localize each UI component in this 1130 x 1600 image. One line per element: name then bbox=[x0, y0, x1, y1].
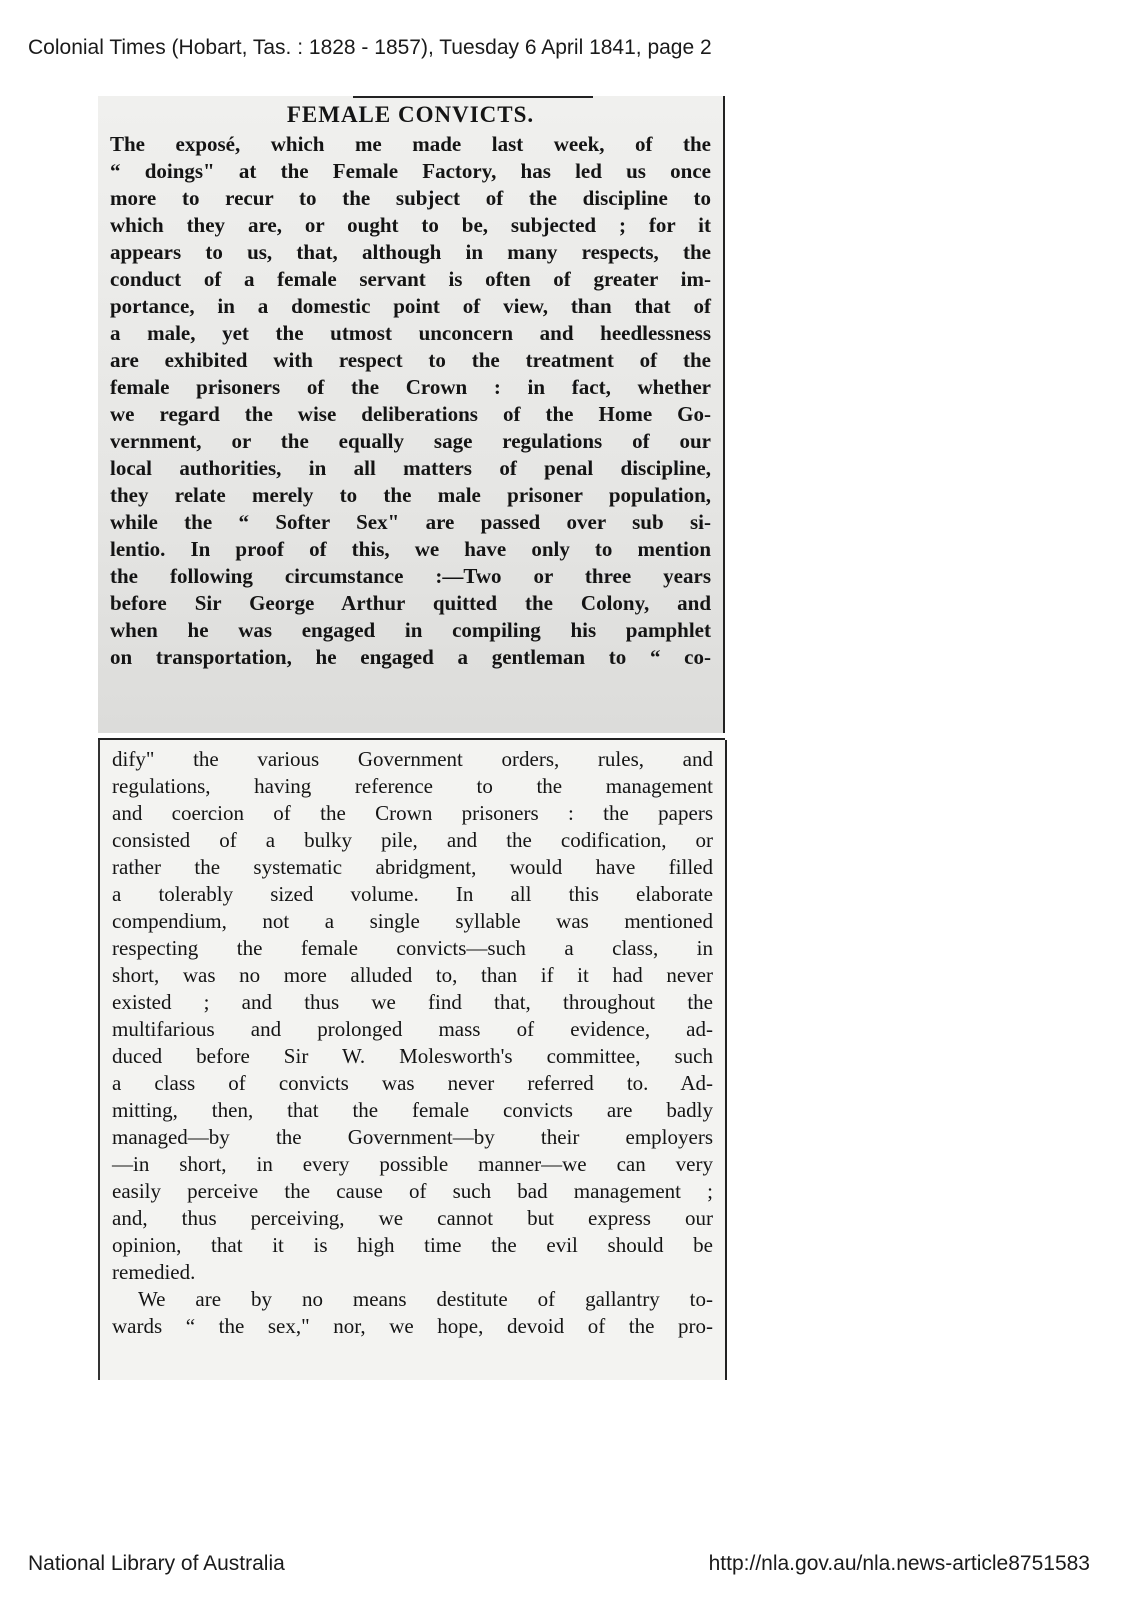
text-line: consisted of a bulky pile, and the codification, or bbox=[112, 828, 713, 852]
text-line: remedied. bbox=[112, 1260, 196, 1284]
text-line: they relate merely to the male prisoner population, bbox=[110, 483, 711, 507]
text-line: local authorities, in all matters of penal discipline, bbox=[110, 456, 711, 480]
title-rule bbox=[353, 96, 593, 98]
text-line: on transportation, he engaged a gentleman to “ co- bbox=[110, 645, 711, 669]
text-line: a tolerably sized volume. In all this elaborate bbox=[112, 882, 713, 906]
column1-text bbox=[110, 131, 711, 671]
text-line: short, was no more alluded to, than if it had never bbox=[112, 963, 713, 987]
text-line: conduct of a female servant is often of greater im- bbox=[110, 267, 711, 291]
text-line: regulations, having reference to the management bbox=[112, 774, 713, 798]
text-line: more to recur to the subject of the discipline to bbox=[110, 186, 711, 210]
text-line: opinion, that it is high time the evil should be bbox=[112, 1233, 713, 1257]
text-line: wards “ the sex," nor, we hope, devoid of the pro- bbox=[112, 1314, 713, 1338]
article-title: FEMALE CONVICTS. bbox=[286, 102, 535, 127]
footer-url[interactable]: http://nla.gov.au/nla.news-article8751583 bbox=[708, 1552, 1090, 1575]
text-line: and, thus perceiving, we cannot but express our bbox=[112, 1206, 713, 1230]
text-line: female prisoners of the Crown : in fact, whether bbox=[110, 375, 711, 399]
text-line: are exhibited with respect to the treatment of the bbox=[110, 348, 711, 372]
text-line: the following circumstance :—Two or three years bbox=[110, 564, 711, 588]
page-citation: Colonial Times (Hobart, Tas. : 1828 - 1857), Tuesday 6 April 1841, page 2 bbox=[28, 36, 712, 59]
text-line: respecting the female convicts—such a class, in bbox=[112, 936, 713, 960]
text-line: a class of convicts was never referred to. Ad- bbox=[112, 1071, 713, 1095]
article-clipping-top bbox=[98, 96, 725, 733]
text-line: dify" the various Government orders, rules, and bbox=[112, 747, 713, 771]
text-line: portance, in a domestic point of view, than that of bbox=[110, 294, 711, 318]
text-line: mitting, then, that the female convicts are badly bbox=[112, 1098, 713, 1122]
text-line: a male, yet the utmost unconcern and heedlessness bbox=[110, 321, 711, 345]
text-line: The exposé, which me made last week, of the bbox=[110, 132, 711, 156]
text-line: and coercion of the Crown prisoners : the papers bbox=[112, 801, 713, 825]
text-line: rather the systematic abridgment, would have filled bbox=[112, 855, 713, 879]
text-line: when he was engaged in compiling his pamphlet bbox=[110, 618, 711, 642]
text-line: existed ; and thus we find that, throughout the bbox=[112, 990, 713, 1014]
article-clipping-bottom bbox=[98, 740, 727, 1380]
text-line: easily perceive the cause of such bad management ; bbox=[112, 1179, 713, 1203]
text-line: —in short, in every possible manner—we can very bbox=[112, 1152, 713, 1176]
text-line: before Sir George Arthur quitted the Colony, and bbox=[110, 591, 711, 615]
text-line: while the “ Softer Sex" are passed over sub si- bbox=[110, 510, 711, 534]
text-line: “ doings" at the Female Factory, has led us once bbox=[110, 159, 711, 183]
text-line: compendium, not a single syllable was mentioned bbox=[112, 909, 713, 933]
column2-text bbox=[112, 746, 713, 1340]
text-line: we regard the wise deliberations of the Home Go- bbox=[110, 402, 711, 426]
text-line: duced before Sir W. Molesworth's committee, such bbox=[112, 1044, 713, 1068]
text-line: managed—by the Government—by their employers bbox=[112, 1125, 713, 1149]
text-line: vernment, or the equally sage regulations of our bbox=[110, 429, 711, 453]
text-line: lentio. In proof of this, we have only to mention bbox=[110, 537, 711, 561]
text-line: multifarious and prolonged mass of evidence, ad- bbox=[112, 1017, 713, 1041]
text-line: which they are, or ought to be, subjected ; for it bbox=[110, 213, 711, 237]
text-line: We are by no means destitute of gallantry to- bbox=[138, 1287, 713, 1311]
text-line: appears to us, that, although in many respects, the bbox=[110, 240, 711, 264]
footer-source: National Library of Australia bbox=[28, 1552, 285, 1575]
